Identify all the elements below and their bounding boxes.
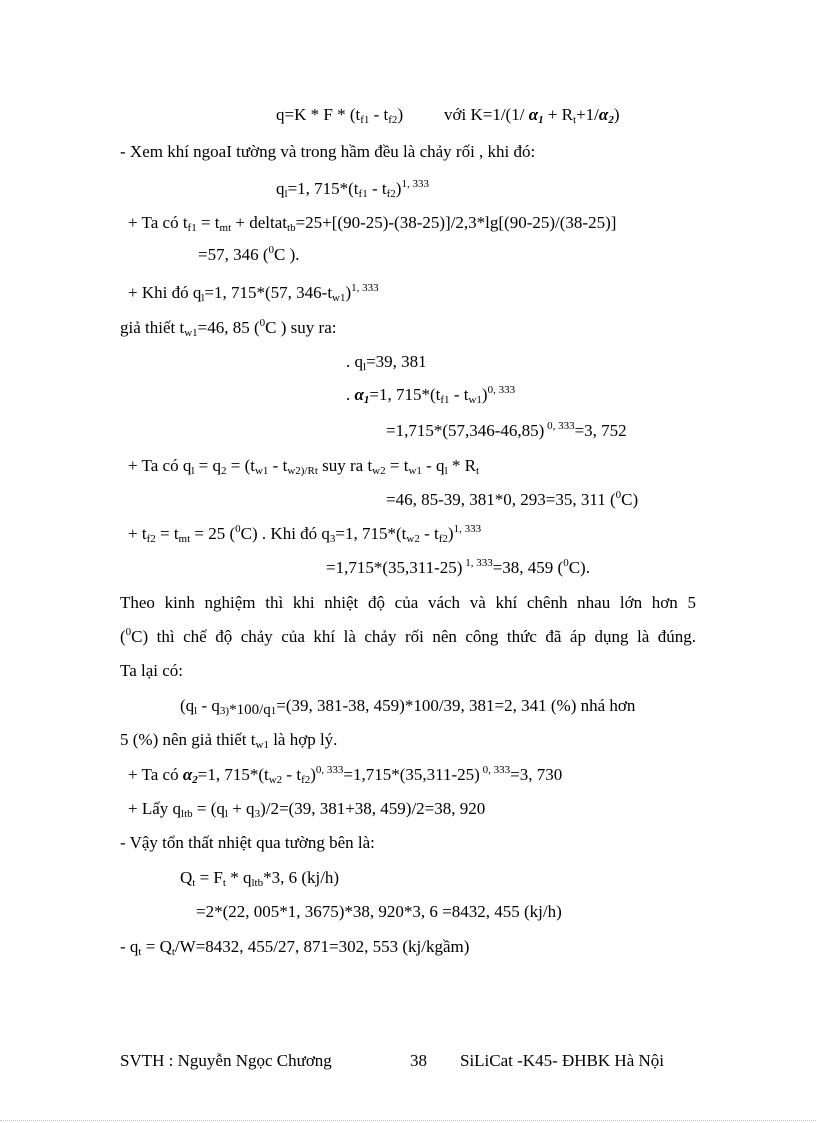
formula-alpha2: + Ta có $\alpha_2=1$, $715*(t_{w2} - t_{f2})^{0, 333}=1,715*(35,311-25)$ $^{0, 333}$=3, 730 — [128, 764, 563, 786]
text-ta-lai-co: Ta lại có: — [120, 661, 184, 680]
text-assumption-valid: 5 (%) nên giả thiết $t_{w1}$ là hợp lý. — [120, 730, 338, 751]
assumption-tw1: giả thiết $t_{w1}=46$, 85 ($^0$C ) suy ra: — [120, 317, 337, 339]
result-q3: =1,715*(35,311-25) $^{1, 333}$=38, 459 ($^0$C). — [326, 557, 590, 577]
paragraph-experience-line1: Theo kinh nghiệm thì khi nhiệt độ của vách và khí chênh nhau lớn hơn 5 — [120, 593, 696, 612]
result-alpha1: =1,715*(57,346-46,85) $^{0, 333}$=3, 752 — [386, 420, 627, 440]
page-number: 38 — [410, 1051, 427, 1070]
text-turbulent-assumption: - Xem khí ngoaI tường và trong hầm đều là chảy rối , khi đó: — [120, 142, 536, 161]
page-bottom-divider — [0, 1120, 816, 1121]
formula-q1-substituted: + Khi đó $q_l=1$, 715*(57, $346-t_{w1})^{1, 333}$ — [128, 282, 379, 304]
formula-error-percent: ($q_l - q_{3)*100/q1}=(39$, 381-38, 459)*100/39, 381=2, 341 (%) nhá hơn — [180, 696, 636, 718]
formula-q3: + $t_{f2} = t_{mt} = 25$ ($^0$C) . Khi đó $q_3=1$, $715*(t_{w2} - t_{f2})^{1, 333}$ — [128, 523, 482, 545]
paragraph-experience-line2: ($^0$C) thì chế độ chảy của khí là chảy rối nên công thức đã áp dụng là đúng. — [120, 626, 696, 646]
result-Qt: =2*(22, 005*1, 3675)*38, 920*3, 6 =8432, 455 (kj/h) — [196, 902, 562, 921]
result-tw2: =46, 85-39, 381*0, 293=35, 311 ($^0$C) — [386, 489, 639, 509]
result-tf1: =57, 346 ($^0$C ). — [198, 244, 300, 264]
formula-q1: $q_l=1$, $715*(t_{f1} - t_{f2})^{1, 333}$ — [276, 178, 429, 200]
formula-tf1: + Ta có $t_{f1} = t_{mt}$ + deltat$_{tb}$=25+[(90-25)-(38-25)]/2,3*lg[(90-25)/(38-25)] — [128, 213, 617, 234]
formula-k-coefficient: với K=1/(1/ $\alpha_1 + R_t+1/\alpha_2$) — [444, 105, 620, 126]
formula-qtb: + Lấy $q_{ltb} = (q_l + q_3)/2=(39$, 381+38, 459)/2=38, 920 — [128, 799, 486, 820]
formula-alpha1: . $\alpha_1=1$, $715*(t_{f1} - t_{w1})^{0, 333}$ — [346, 384, 516, 406]
formula-tw2: + Ta có $q_l = q_2 = (t_{w1} - t_{w2)/Rt}$ suy ra $t_{w2} = t_{w1} - q_l * R_t$ — [128, 456, 480, 477]
text-heat-loss-intro: - Vậy tổn thất nhiệt qua tường bên là: — [120, 833, 375, 852]
footer-institution: SiLiCat -K45- ĐHBK Hà Nội — [460, 1051, 664, 1070]
result-qt-per-unit: - $q_t = Q_t/W=8432$, 455/27, 871=302, 553 (kj/kgầm) — [120, 937, 470, 958]
footer-author: SVTH : Nguyễn Ngọc Chương — [120, 1051, 332, 1070]
formula-Qt: $Q_t = F_t * q_{ltb}*3$, 6 (kj/h) — [180, 868, 340, 889]
result-q1: . $q_l=39$, 381 — [346, 352, 427, 373]
formula-heat-flux: $q=K * F * (t_{f1} - t_{f2})$ — [276, 105, 404, 126]
